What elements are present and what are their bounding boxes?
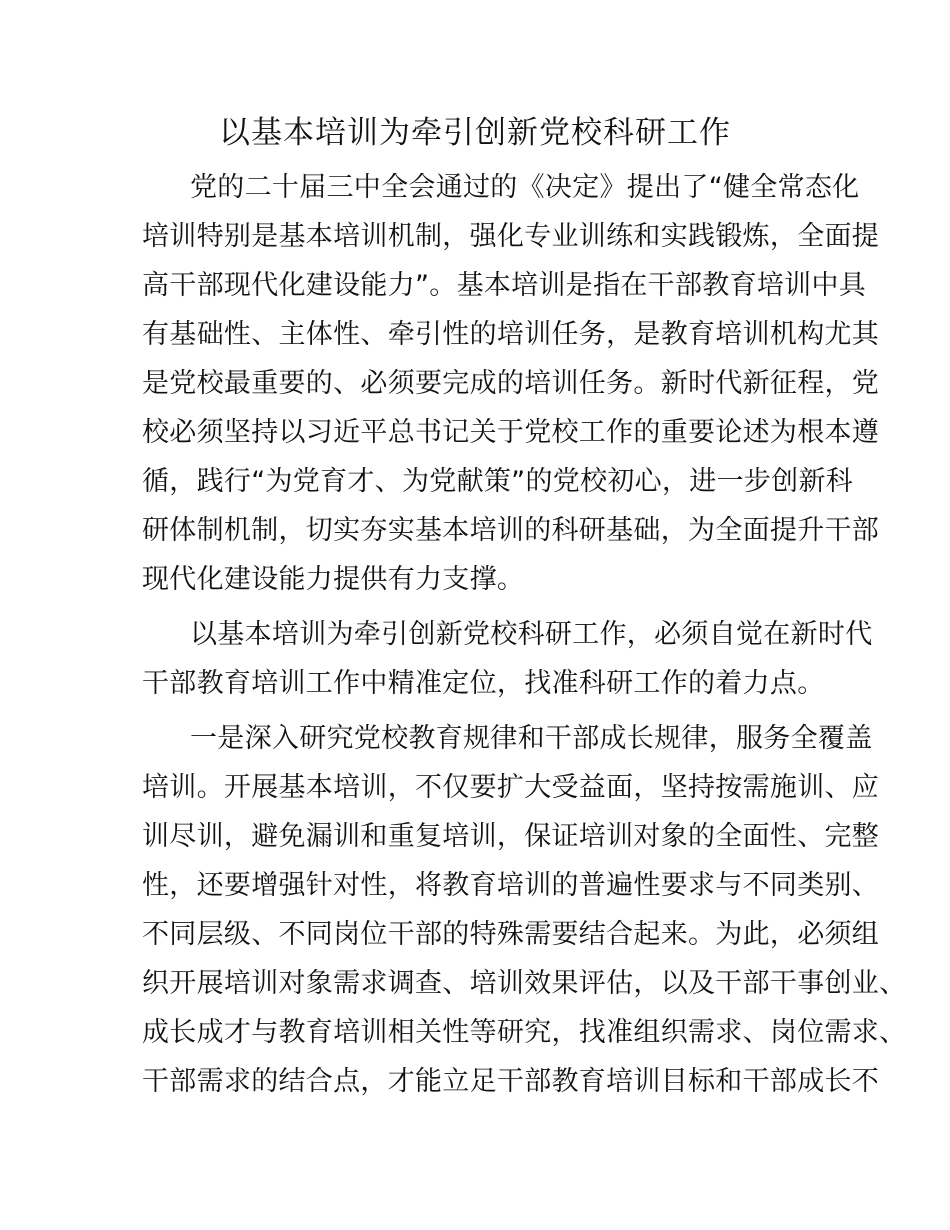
text-line: 一是深入研究党校教育规律和干部成长规律，服务全覆盖 — [190, 723, 873, 754]
text-line: 成长成才与教育培训相关性等研究，找准组织需求、岗位需求、 — [142, 1017, 907, 1048]
text-line: 党的二十届三中全会通过的《决定》提出了“健全常态化 — [190, 172, 860, 203]
text-line: 高干部现代化建设能力”。基本培训是指在干部教育培训中具 — [142, 270, 867, 301]
text-line: 培训特别是基本培训机制，强化专业训练和实践锻炼，全面提 — [142, 221, 880, 252]
text-line: 有基础性、主体性、牵引性的培训任务，是教育培训机构尤其 — [142, 319, 880, 350]
text-line: 性，还要增强针对性，将教育培训的普遍性要求与不同类别、 — [142, 870, 880, 901]
paragraph-1 — [142, 163, 880, 604]
paragraph-3 — [142, 714, 907, 1106]
text-line: 是党校最重要的、必须要完成的培训任务。新时代新征程，党 — [142, 368, 880, 399]
text-line: 现代化建设能力提供有力支撑。 — [142, 564, 525, 595]
text-line: 干部需求的结合点，才能立足干部教育培训目标和干部成长不 — [142, 1066, 880, 1097]
text-line: 干部教育培训工作中精准定位，找准科研工作的着力点。 — [142, 668, 825, 699]
document-title: 以基本培训为牵引创新党校科研工作 — [219, 115, 731, 151]
paragraph-2 — [142, 610, 873, 708]
text-line: 校必须坚持以习近平总书记关于党校工作的重要论述为根本遵 — [142, 417, 880, 448]
text-line: 织开展培训对象需求调查、培训效果评估，以及干部干事创业、 — [142, 968, 907, 999]
text-line: 研体制机制，切实夯实基本培训的科研基础，为全面提升干部 — [142, 515, 880, 546]
text-line: 训尽训，避免漏训和重复培训，保证培训对象的全面性、完整 — [142, 821, 880, 852]
text-line: 培训。开展基本培训，不仅要扩大受益面，坚持按需施训、应 — [142, 772, 880, 803]
document-body — [142, 163, 907, 1112]
text-line: 循，践行“为党育才、为党献策”的党校初心，进一步创新科 — [142, 466, 854, 497]
text-line: 不同层级、不同岗位干部的特殊需要结合起来。为此，必须组 — [142, 919, 880, 950]
text-line: 以基本培训为牵引创新党校科研工作，必须自觉在新时代 — [190, 619, 873, 650]
